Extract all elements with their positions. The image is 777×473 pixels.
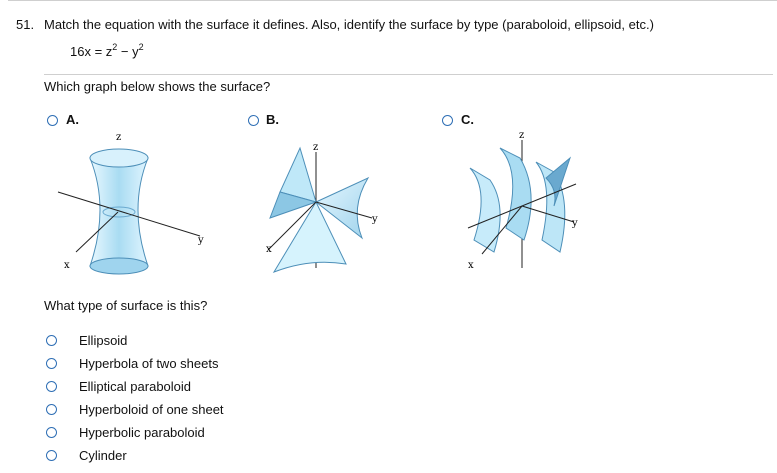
option-a-radio[interactable] <box>47 115 58 126</box>
choice-label: Hyperboloid of one sheet <box>79 402 224 417</box>
choice-label: Ellipsoid <box>79 333 128 348</box>
option-b-radio[interactable] <box>248 115 259 126</box>
graph-prompt: Which graph below shows the surface? <box>44 79 271 94</box>
option-c-graph <box>450 128 600 278</box>
section-divider <box>44 74 773 75</box>
choice-elliptical-paraboloid[interactable] <box>46 378 306 396</box>
option-c-axis-x: x <box>468 260 474 271</box>
option-a-axis-x: x <box>64 260 70 271</box>
choice-label: Hyperbolic paraboloid <box>79 425 205 440</box>
option-a-graph <box>50 128 220 278</box>
type-prompt: What type of surface is this? <box>44 298 208 313</box>
option-a-axis-z: z <box>116 132 122 143</box>
option-b-axis-x: x <box>266 244 272 255</box>
choice-ellipsoid[interactable] <box>46 332 306 350</box>
top-divider <box>8 0 777 1</box>
option-a-label: A. <box>66 112 79 127</box>
option-b-label: B. <box>266 112 279 127</box>
choice-cylinder[interactable] <box>46 447 306 465</box>
choice-radio[interactable] <box>46 404 57 415</box>
option-b-graph <box>250 138 400 278</box>
option-a-axis-y: y <box>198 235 204 246</box>
choice-label: Hyperbola of two sheets <box>79 356 219 371</box>
option-b-axis-z: z <box>313 142 319 153</box>
option-c-radio[interactable] <box>442 115 453 126</box>
choice-hyperbola-two-sheets[interactable] <box>46 355 306 373</box>
choice-hyperbolic-paraboloid[interactable] <box>46 424 306 442</box>
equation <box>70 44 144 59</box>
question-number: 51. <box>16 17 35 32</box>
equation-exponent-1: 2 <box>112 42 118 52</box>
choice-radio[interactable] <box>46 427 57 438</box>
choice-radio[interactable] <box>46 381 57 392</box>
option-b-axis-y: y <box>372 214 378 225</box>
choice-hyperboloid-one-sheet[interactable] <box>46 401 306 419</box>
option-c-axis-y: y <box>572 218 578 229</box>
choice-radio[interactable] <box>46 450 57 461</box>
choice-label: Cylinder <box>79 448 127 463</box>
equation-mid: − y <box>117 44 139 59</box>
equation-exponent-2: 2 <box>138 42 144 52</box>
question-text: Match the equation with the surface it defines. Also, identify the surface by type (paraboloid, ellipsoid, etc.) <box>44 17 654 32</box>
option-c-label: C. <box>461 112 474 127</box>
equation-lhs: 16x = z <box>70 44 113 59</box>
choice-label: Elliptical paraboloid <box>79 379 192 394</box>
choice-radio[interactable] <box>46 358 57 369</box>
choice-radio[interactable] <box>46 335 57 346</box>
option-c-axis-z: z <box>519 130 525 141</box>
